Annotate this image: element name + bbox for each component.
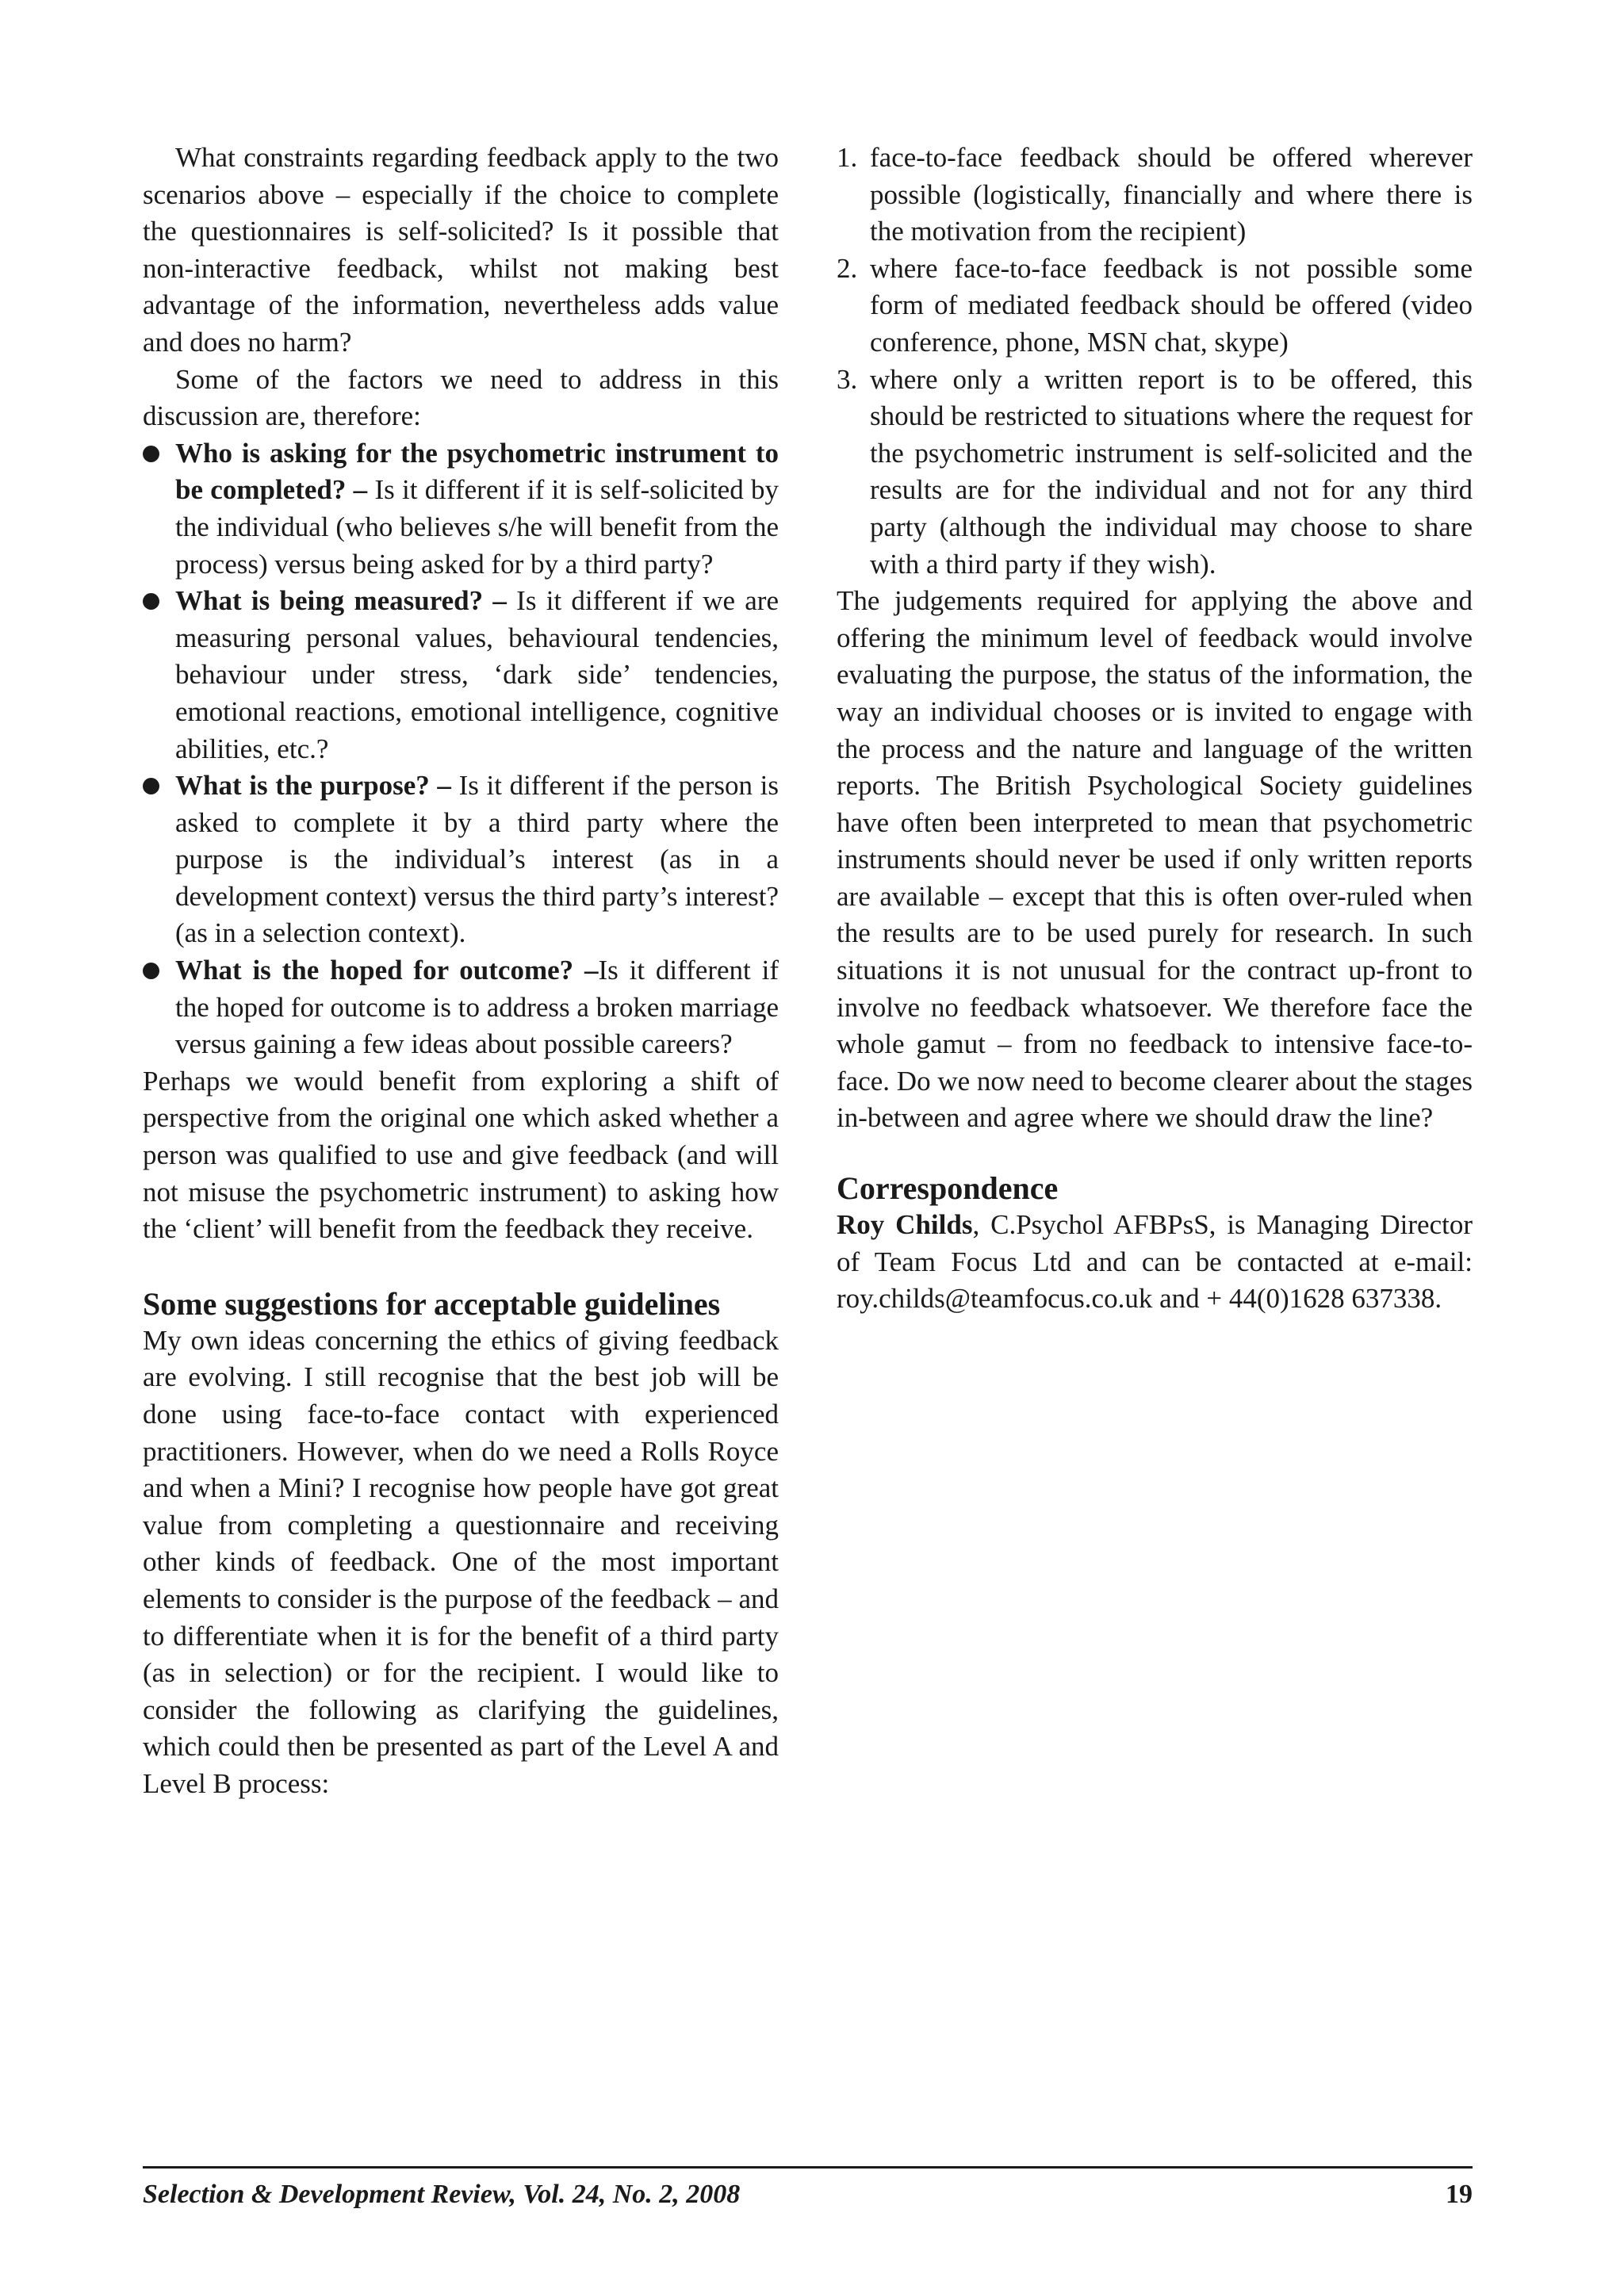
- list-text: where only a written report is to be offered, this should be restricted to situations where the request for the psychometric instrument is self-solicited and the results are for the individual and not for any third party (although the individual may choose to share with a third party if they wish).: [870, 363, 1473, 580]
- suggestions-paragraph: My own ideas concerning the ethics of giving feedback are evolving. I still recognise that the best job will be done using face-to-face contact with experienced practitioners. However, when do we need a Rolls Royce and when a Mini? I recognise how people have got great value from completing a questionnaire and receiving other kinds of feedback. One of the most important elements to consider is the purpose of the feedback – and to differentiate when it is for the benefit of a third party (as in selection) or for the recipient. I would like to consider the following as clarifying the guidelines, which could then be presented as part of the Level A and Level B process:: [143, 1324, 779, 1799]
- list-item: [837, 140, 1473, 251]
- intro-paragraph: What constraints regarding feedback apply to the two scenarios above – especially if the choice to complete the questionnaires is self-solicited? Is it possible that non-interactive feedback, whilst not making best advantage of the information, nevertheless adds value and does no harm?: [143, 142, 779, 358]
- bullet-text: Is it different if we are measuring personal values, behavioural tendencies, behaviour under stress, ‘dark side’ tendencies, emotional reactions, emotional intelligence, cognitive abilities, etc.?: [175, 585, 779, 764]
- list-text: face-to-face feedback should be offered wherever possible (logistically, financially and where there is the motivation from the recipient): [870, 142, 1473, 247]
- right-column: [837, 140, 1473, 1318]
- guidelines-list: [837, 140, 1473, 583]
- list-item: [143, 583, 779, 768]
- factors-intro: Some of the factors we need to address in this discussion are, therefore:: [143, 363, 779, 432]
- list-item: [837, 362, 1473, 584]
- judgements-paragraph: The judgements required for applying the above and offering the minimum level of feedback would involve evaluating the purpose, the status of the information, the way an individual chooses or is invited to engage with the process and the nature and language of the written reports. The British Psychological Society guidelines have often been interpreted to mean that psychometric instruments should never be used if only written reports are available – except that this is often over-ruled when the results are to be used purely for research. In such situations it is not unusual for the contract up-front to involve no feedback whatsoever. We therefore face the whole gamut – from no feedback to intensive face-to-face. Do we now need to become clearer about the stages in-between and agree where we should draw the line?: [837, 585, 1473, 1134]
- author-name: Roy Childs: [837, 1209, 973, 1241]
- bullet-text: Is it different if the person is asked to complete it by a third party where the purpose is the individual’s interest (as in a development context) versus the third party’s interest?(as in a selection context).: [175, 770, 779, 949]
- list-number: 3.: [837, 363, 858, 395]
- bullet-icon: [143, 593, 159, 610]
- list-item: [143, 435, 779, 583]
- bullet-question: What is being measured? –: [175, 585, 507, 617]
- footer-divider: [143, 2166, 1473, 2169]
- bullet-icon: [143, 778, 159, 794]
- list-item: [143, 768, 779, 952]
- list-item: [143, 952, 779, 1063]
- bullet-icon: [143, 963, 159, 979]
- correspondence-heading: Correspondence: [837, 1170, 1059, 1207]
- correspondence-paragraph: [837, 1207, 1473, 1318]
- journal-citation: Selection & Development Review, Vol. 24, No. 2, 2008: [143, 2180, 741, 2209]
- bullet-icon: [143, 446, 159, 462]
- bullet-question: What is the hoped for outcome? –: [175, 955, 599, 986]
- author-details: , C.Psychol AFBPsS, is Managing Director of Team Focus Ltd and can be contacted at e-mail: roy.childs@teamfocus.co.uk and + 44(0)1628 637338.: [837, 1209, 1473, 1315]
- bullet-question: What is the purpose? –: [175, 770, 451, 802]
- bullet-text: Is it different if it is self-solicited by the individual (who believes s/he will benefit from the process) versus being asked for by a third party?: [175, 474, 779, 580]
- perspective-paragraph: Perhaps we would benefit from exploring a shift of perspective from the original one which asked whether a person was qualified to use and give feedback (and will not misuse the psychometric instrument) to asking how the ‘client’ will benefit from the feedback they receive.: [143, 1065, 779, 1245]
- list-text: where face-to-face feedback is not possible some form of mediated feedback should be offered (video conference, phone, MSN chat, skype): [870, 252, 1473, 358]
- list-number: 1.: [837, 142, 858, 173]
- factors-list: [143, 435, 779, 1063]
- list-number: 2.: [837, 252, 858, 284]
- bullet-question: Who is asking for the psychometric instrument to be completed? –: [175, 437, 779, 506]
- list-item: [837, 251, 1473, 362]
- suggestions-heading: Some suggestions for acceptable guidelines: [143, 1285, 721, 1322]
- bullet-text: Is it different if the hoped for outcome is to address a broken marriage versus gaining a few ideas about possible careers?: [175, 955, 779, 1060]
- left-column: [143, 140, 779, 1803]
- page-number: 19: [1446, 2180, 1473, 2209]
